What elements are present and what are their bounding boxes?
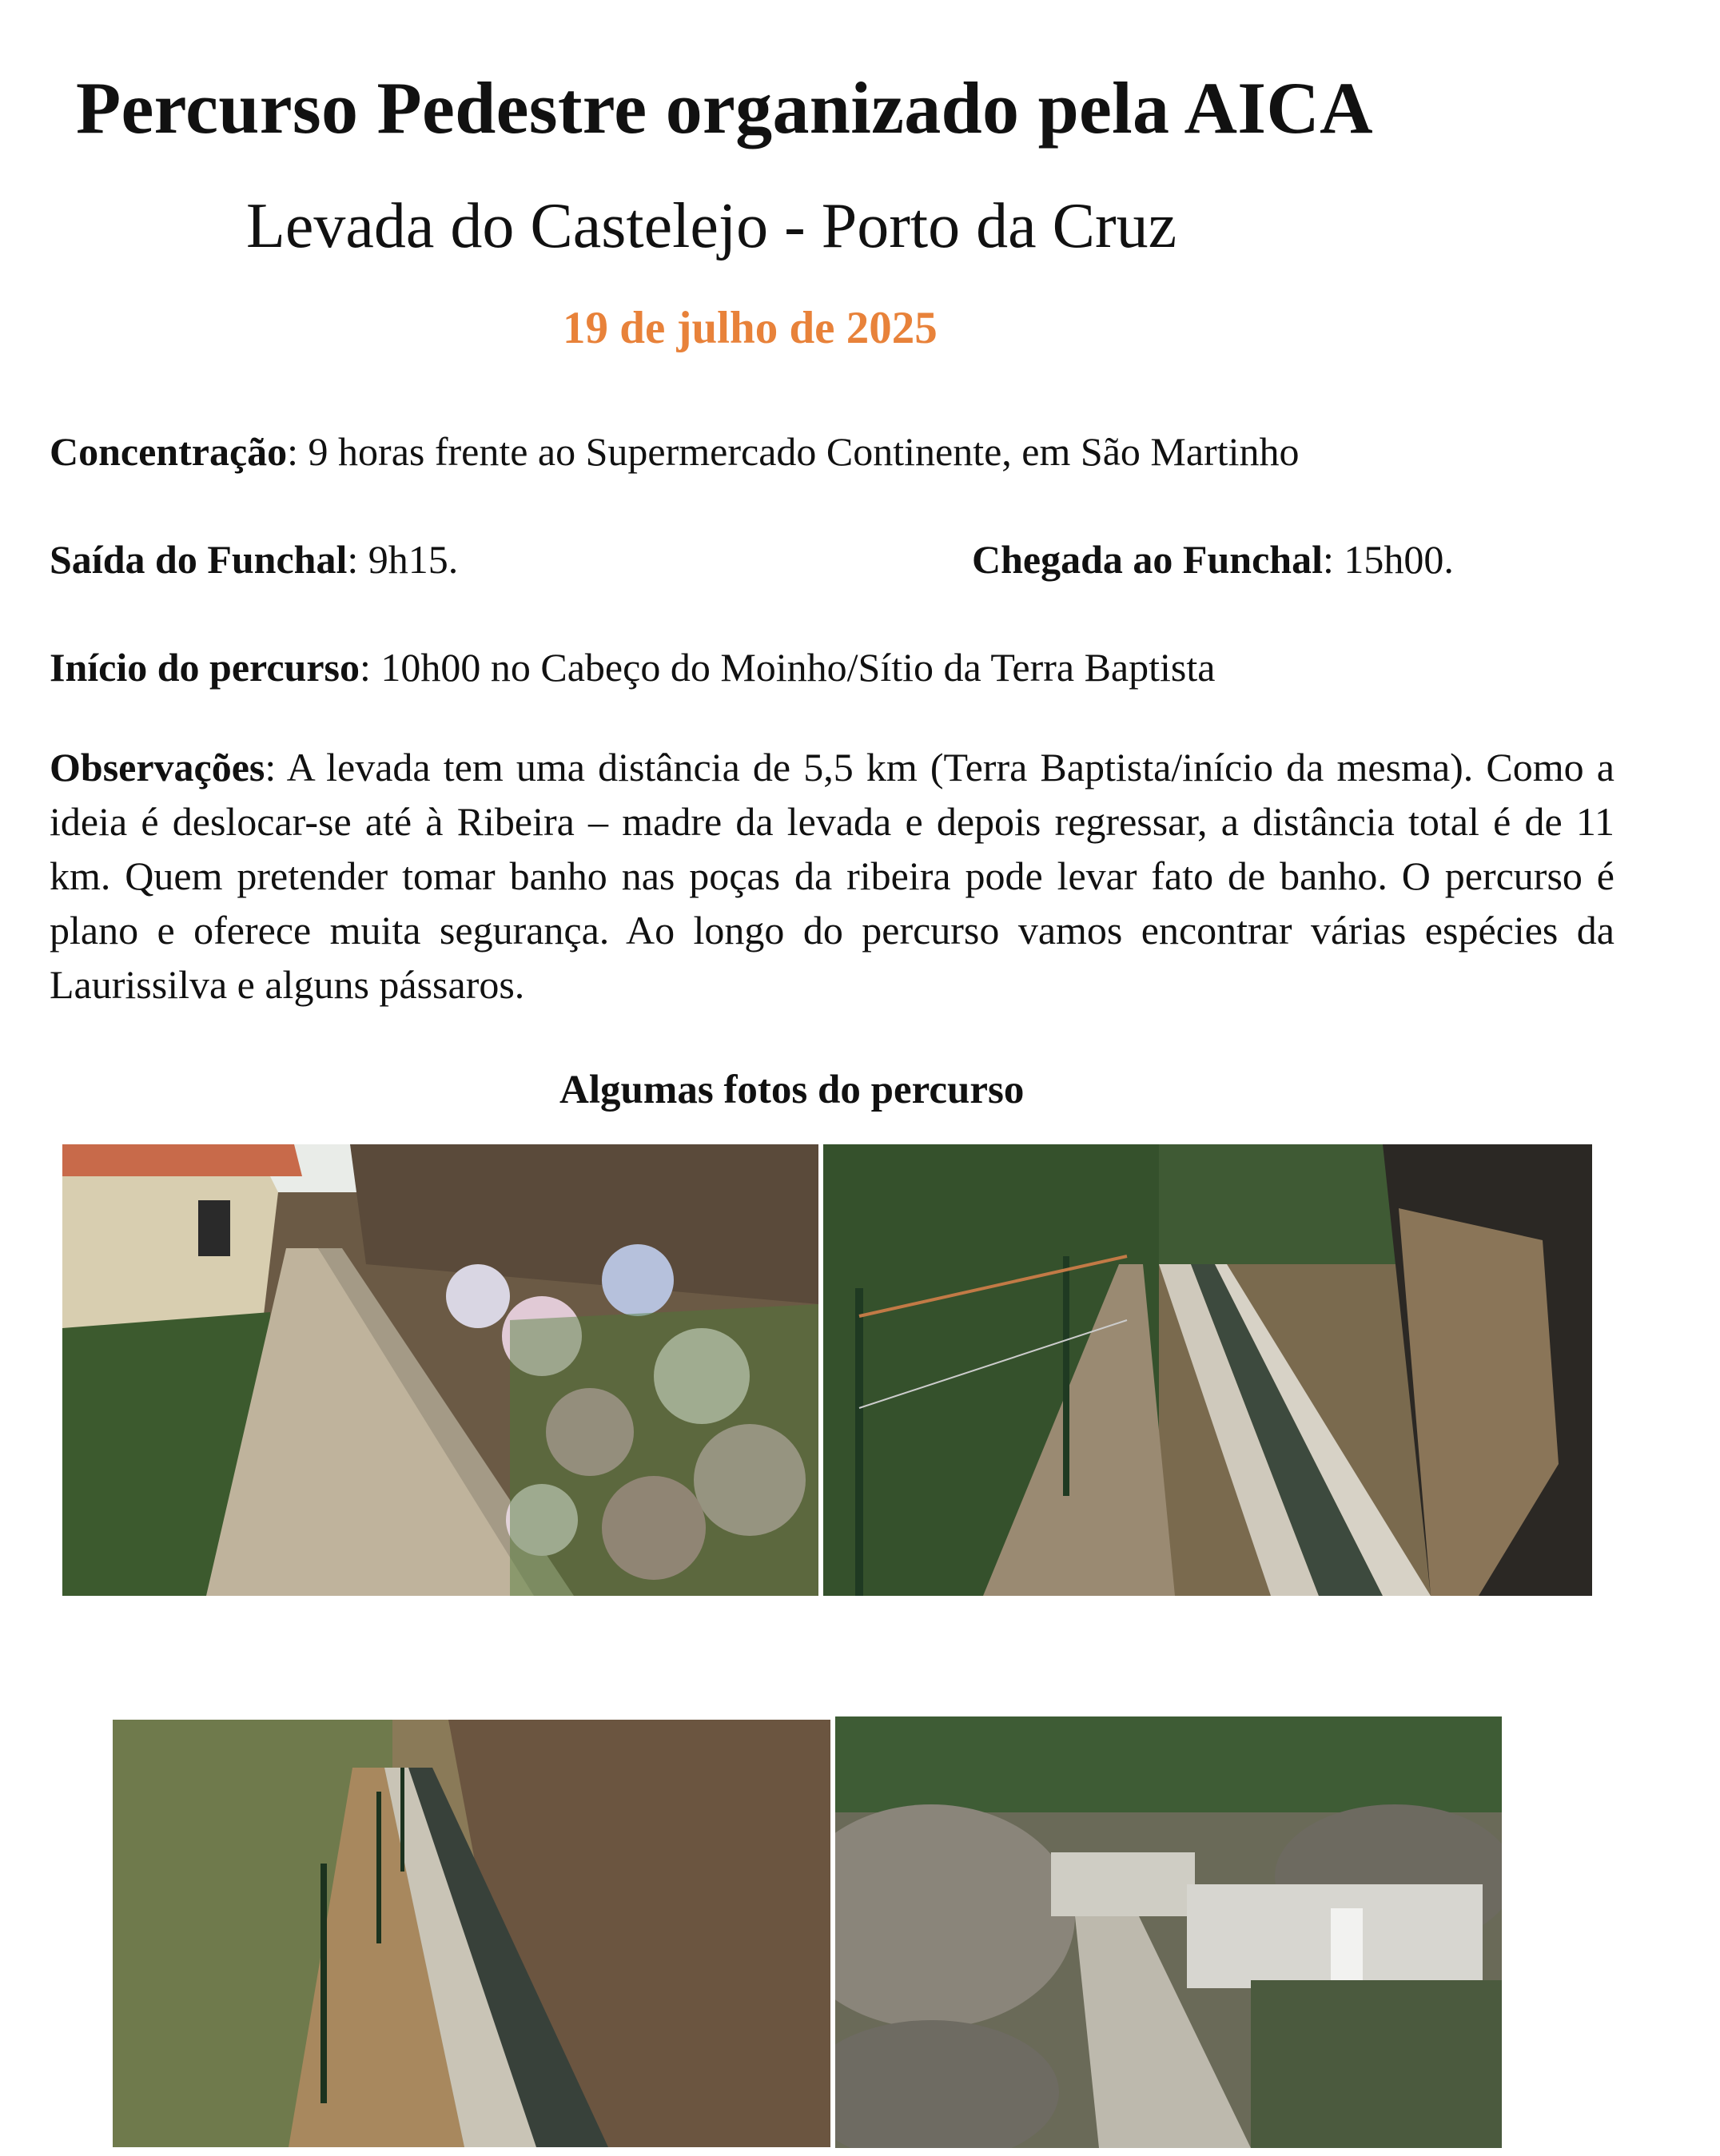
observacoes-value: : A levada tem uma distância de 5,5 km (Terra Baptista/início da mesma). Como a ideia é deslocar-se até à Ribeira – madre da levada e depois regressar, a distância total é de 11 km. Quem pretender tomar banho nas poças da ribeira pode levar fato de banho. O percurso é plano e oferece muita segurança. Ao longo do percurso vamos encontrar várias espécies da Laurissilva e alguns pássaros. bbox=[50, 745, 1614, 1007]
concentracao-value: : 9 horas frente ao Supermercado Continente, em São Martinho bbox=[287, 429, 1300, 474]
chegada-label: Chegada ao Funchal bbox=[972, 537, 1323, 582]
page-title: Percurso Pedestre organizado pela AICA bbox=[76, 67, 1373, 149]
chegada-value: : 15h00. bbox=[1322, 537, 1454, 582]
photo-stream-dam bbox=[835, 1716, 1502, 2148]
photos-heading: Algumas fotos do percurso bbox=[559, 1068, 1025, 1112]
observacoes-label: Observações bbox=[50, 745, 265, 790]
saida-line bbox=[50, 537, 459, 582]
saida-label: Saída do Funchal bbox=[50, 537, 348, 582]
page-subtitle: Levada do Castelejo - Porto da Cruz bbox=[246, 191, 1177, 261]
saida-value: : 9h15. bbox=[347, 537, 459, 582]
observacoes-paragraph bbox=[50, 740, 1614, 1012]
photo-hillside-levada bbox=[113, 1720, 830, 2147]
inicio-value: : 10h00 no Cabeço do Moinho/Sítio da Terra Baptista bbox=[360, 645, 1216, 690]
photo-levada-fence bbox=[823, 1144, 1592, 1596]
concentracao-line bbox=[50, 429, 1300, 474]
event-date: 19 de julho de 2025 bbox=[563, 303, 938, 353]
chegada-line bbox=[972, 537, 1454, 582]
inicio-line bbox=[50, 645, 1216, 690]
photo-hydrangea-path bbox=[62, 1144, 818, 1596]
inicio-label: Início do percurso bbox=[50, 645, 360, 690]
concentracao-label: Concentração bbox=[50, 429, 288, 474]
